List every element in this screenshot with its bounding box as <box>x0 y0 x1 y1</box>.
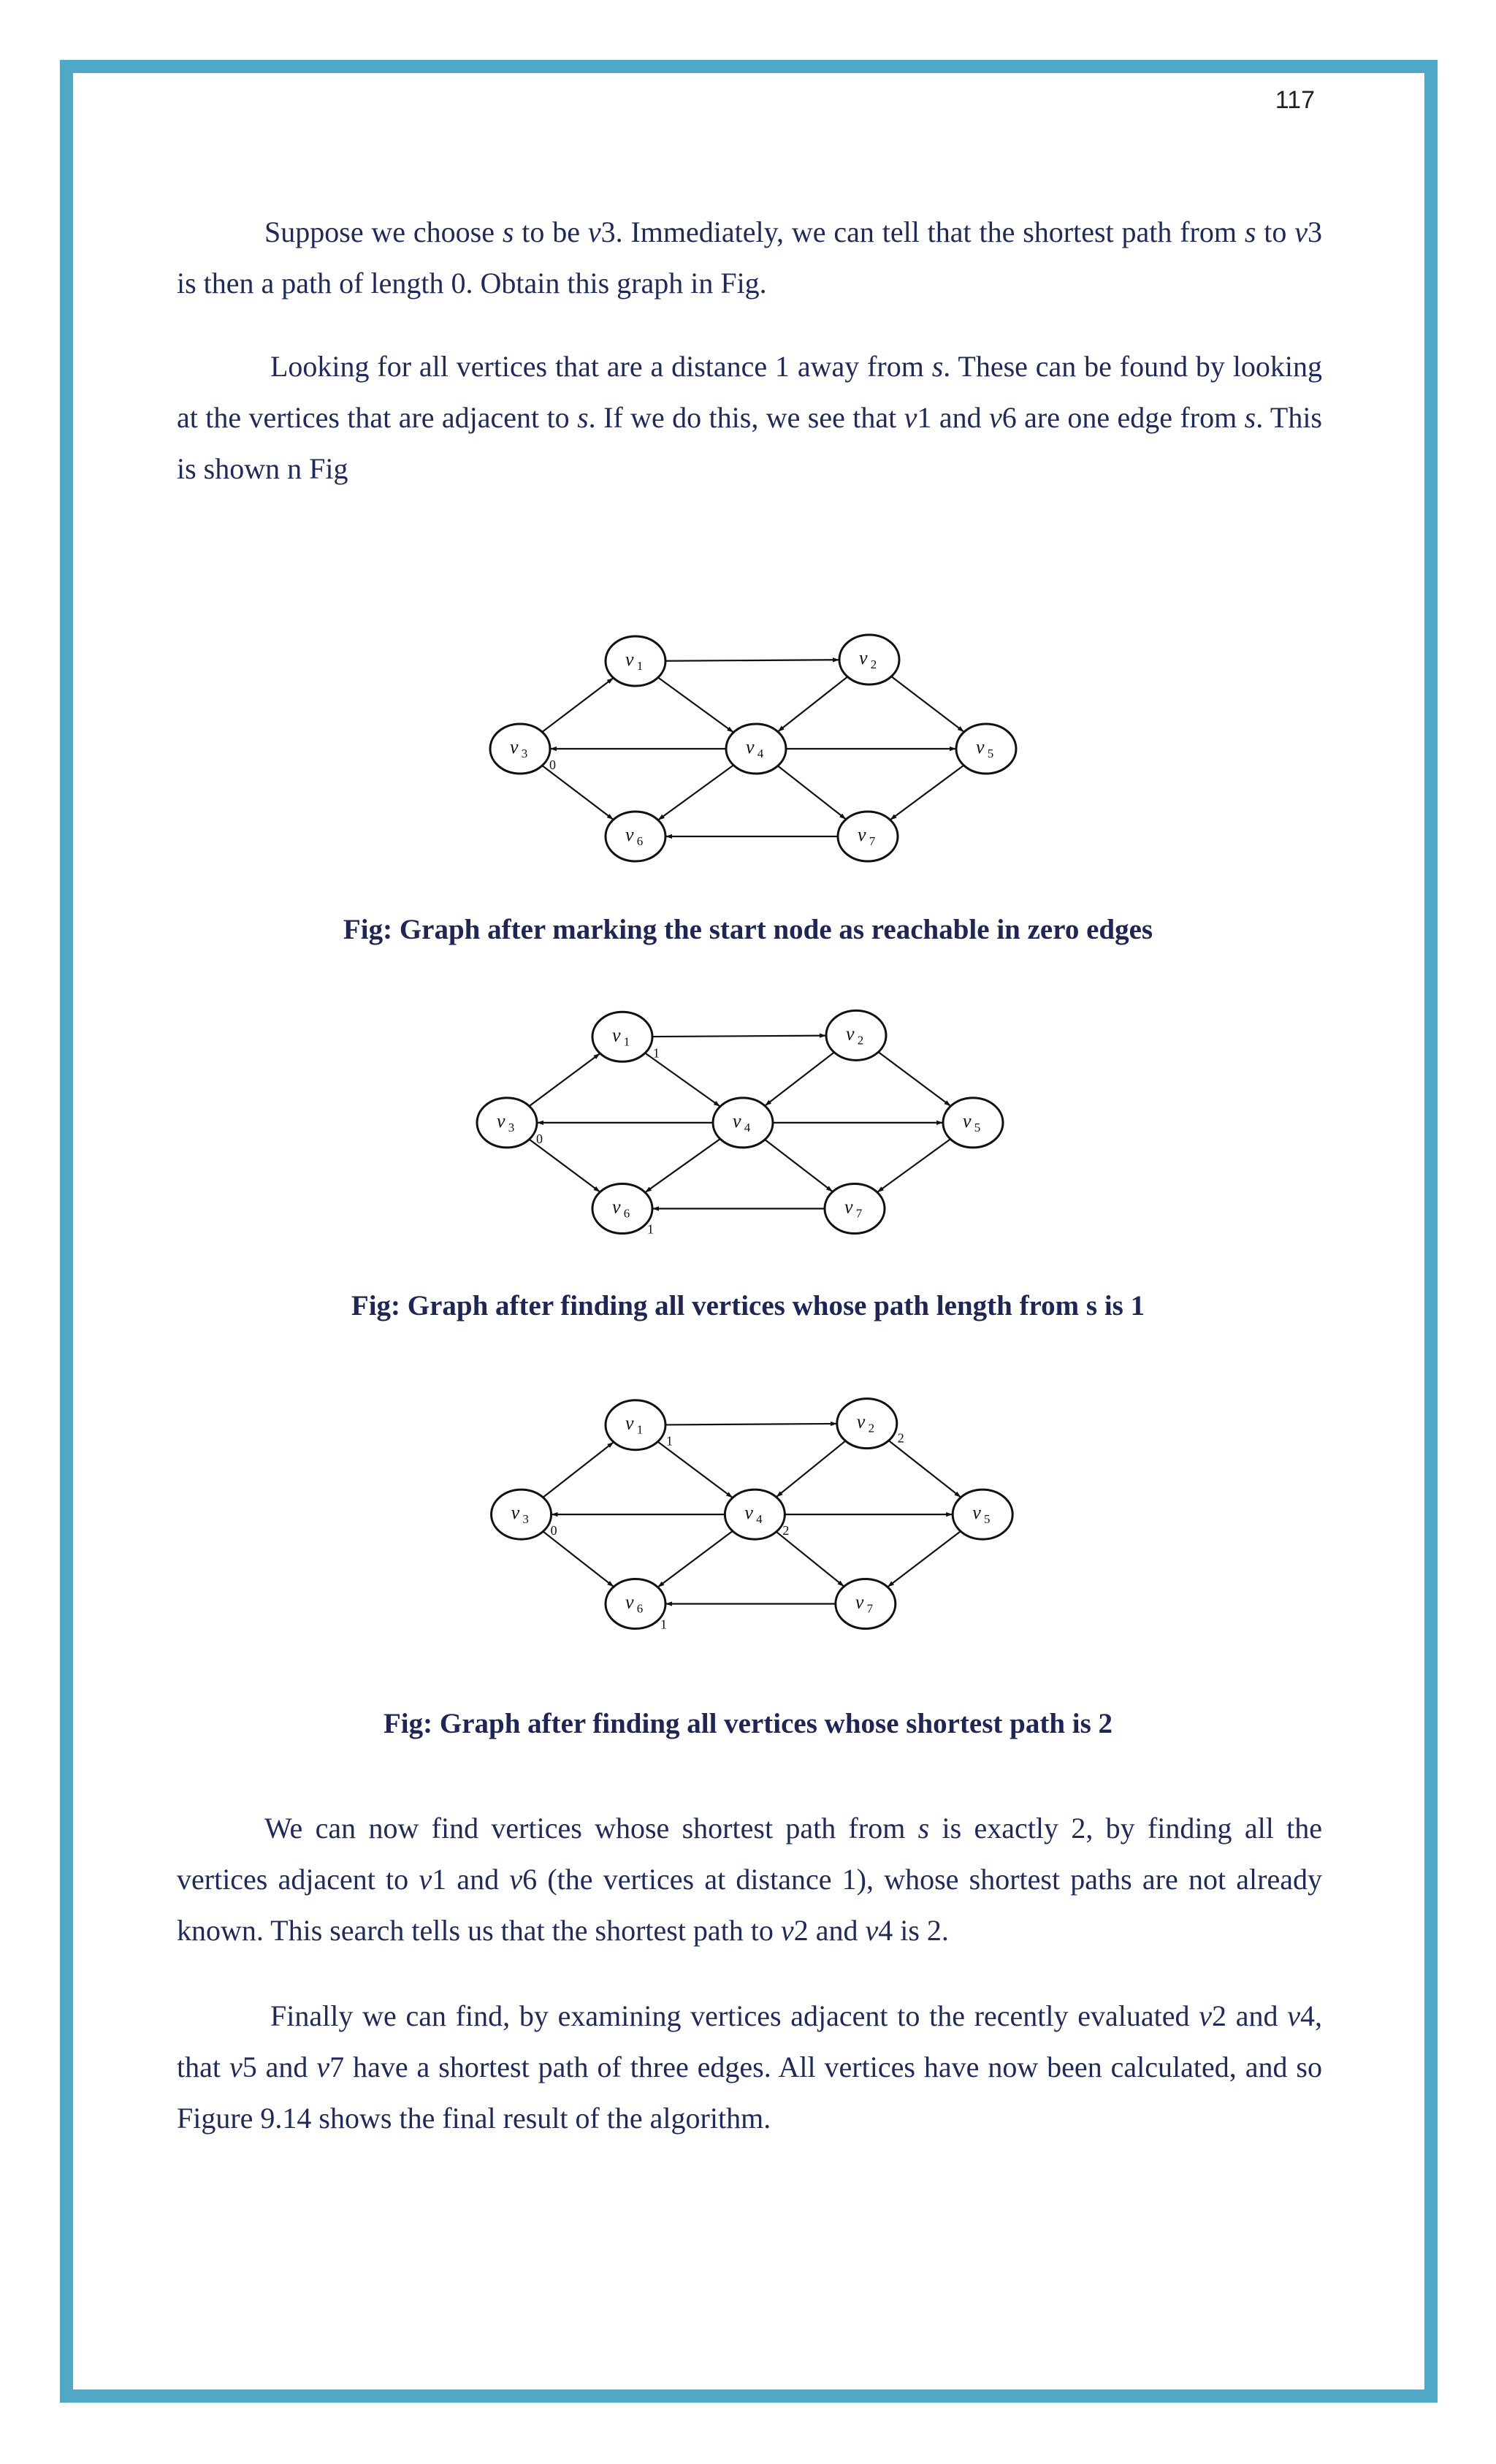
figure-2-caption: Fig: Graph after finding all vertices whose path length from s is 1 <box>351 1290 1145 1321</box>
graph-figure-2 <box>476 1012 1002 1260</box>
edge-v2-v4 <box>765 1052 834 1105</box>
vertex-label-v3: v $_3$ <box>510 736 528 760</box>
vertex-v3 <box>477 1098 537 1148</box>
vertex-label-v4: v $_4$ <box>733 1110 751 1134</box>
vertex-label-v5: v $_5$ <box>976 736 994 760</box>
graph-figure-1 <box>489 636 1015 884</box>
vertex-label-v2: v $_2$ <box>846 1023 864 1048</box>
edge-v5-v7 <box>890 766 964 820</box>
vertex-v7 <box>838 812 898 861</box>
edge-v1-v4 <box>645 1053 720 1106</box>
distance-label-v4: 2 <box>782 1523 790 1538</box>
vertex-label-v6: v $_6$ <box>625 824 644 848</box>
edge-v3-v6 <box>542 766 614 820</box>
edge-v4-v6 <box>658 765 733 820</box>
vertex-label-v6: v $_6$ <box>612 1196 630 1221</box>
distance-label-v6: 1 <box>647 1221 654 1237</box>
edge-v4-v6 <box>645 1139 720 1192</box>
edge-v3-v1 <box>543 1442 614 1498</box>
edge-v1-v4 <box>657 1441 733 1498</box>
vertex-label-v1: v $_1$ <box>625 1412 644 1437</box>
vertex-v3 <box>490 724 550 774</box>
paragraph-4: Finally we can find, by examining vertices adjacent to the recently evaluated v2 and v4, that v5 and v7 have a shortest path of three edges. All vertices have now been calculated, and so Figure 9.14 shows the final result of the algorithm. <box>177 1999 1322 2135</box>
edge-v3-v6 <box>543 1531 614 1587</box>
edge-v2-v5 <box>891 676 964 732</box>
edge-v4-v6 <box>657 1531 733 1587</box>
distance-label-v6: 1 <box>660 1617 667 1632</box>
distance-label-v1: 1 <box>653 1045 660 1061</box>
edge-v2-v4 <box>778 676 848 731</box>
vertex-label-v2: v $_2$ <box>856 1411 875 1435</box>
vertex-v5 <box>953 1490 1012 1539</box>
vertex-label-v3: v $_3$ <box>497 1110 515 1134</box>
edge-v4-v7 <box>778 766 846 819</box>
vertex-v2 <box>826 1010 886 1060</box>
edge-v2-v5 <box>889 1441 961 1498</box>
edge-v5-v7 <box>877 1139 950 1192</box>
edge-v2-v5 <box>878 1052 950 1106</box>
page-number: 117 <box>1275 86 1315 114</box>
vertex-v7 <box>836 1579 896 1629</box>
edge-v3-v6 <box>530 1140 600 1192</box>
vertex-label-v4: v $_4$ <box>746 736 764 760</box>
vertex-label-v2: v $_2$ <box>859 647 877 671</box>
vertex-label-v4: v $_4$ <box>744 1502 763 1527</box>
vertex-label-v7: v $_7$ <box>858 824 876 848</box>
vertex-label-v5: v $_5$ <box>972 1502 991 1527</box>
vertex-v1 <box>606 636 665 686</box>
edge-v3-v1 <box>530 1053 600 1106</box>
edge-v4-v7 <box>776 1532 844 1587</box>
vertex-v1 <box>606 1400 665 1450</box>
vertex-label-v3: v $_3$ <box>511 1502 529 1527</box>
edge-v1-v4 <box>658 677 733 732</box>
vertex-v1 <box>592 1012 652 1061</box>
vertex-label-v7: v $_7$ <box>855 1591 874 1616</box>
edge-v1-v2 <box>652 1036 826 1037</box>
paragraph-1: Suppose we choose s to be v3. Immediately, we can tell that the shortest path from s to v3 is then a path of length 0. Obtain this graph in Fig. <box>177 215 1322 300</box>
edge-v4-v7 <box>765 1140 833 1191</box>
vertex-v5 <box>943 1098 1003 1148</box>
vertex-label-v5: v $_5$ <box>963 1110 981 1134</box>
vertex-v4 <box>713 1098 773 1148</box>
graph-figure-3 <box>491 1399 1017 1647</box>
distance-label-v3: 0 <box>550 1523 557 1538</box>
distance-label-v3: 0 <box>549 758 556 772</box>
vertex-v2 <box>837 1399 897 1449</box>
vertex-label-v1: v $_1$ <box>612 1024 630 1049</box>
vertex-v3 <box>492 1490 552 1539</box>
distance-label-v1: 1 <box>666 1433 673 1449</box>
distance-label-v3: 0 <box>536 1131 543 1146</box>
edge-v3-v1 <box>542 678 614 732</box>
edge-v1-v2 <box>665 1424 837 1425</box>
paragraph-2: Looking for all vertices that are a distance 1 away from s. These can be found by looking at the vertices that are adjacent to s. If we do this, we see that v1 and v6 are one edge from s. This is shown n Fig <box>177 350 1322 485</box>
vertex-label-v7: v $_7$ <box>844 1196 863 1221</box>
edge-v5-v7 <box>888 1531 961 1587</box>
vertex-v4 <box>725 1490 785 1539</box>
vertex-v6 <box>592 1184 652 1234</box>
vertex-v4 <box>726 724 786 774</box>
figure-1-caption: Fig: Graph after marking the start node as reachable in zero edges <box>343 914 1153 945</box>
edge-v2-v4 <box>776 1441 846 1497</box>
vertex-label-v6: v $_6$ <box>625 1591 644 1616</box>
vertex-v5 <box>956 724 1016 774</box>
vertex-v7 <box>825 1184 885 1234</box>
figure-3-caption: Fig: Graph after finding all vertices whose shortest path is 2 <box>383 1708 1113 1739</box>
distance-label-v2: 2 <box>897 1430 904 1446</box>
vertex-v6 <box>606 812 665 861</box>
paragraph-3: We can now find vertices whose shortest path from s is exactly 2, by finding all the vertices adjacent to v1 and v6 (the vertices at distance 1), whose shortest paths are not already known. This search tells us that the shortest path to v2 and v4 is 2. <box>177 1812 1323 1947</box>
vertex-label-v1: v $_1$ <box>625 649 644 673</box>
vertex-v6 <box>606 1579 665 1629</box>
vertex-v2 <box>839 635 899 684</box>
